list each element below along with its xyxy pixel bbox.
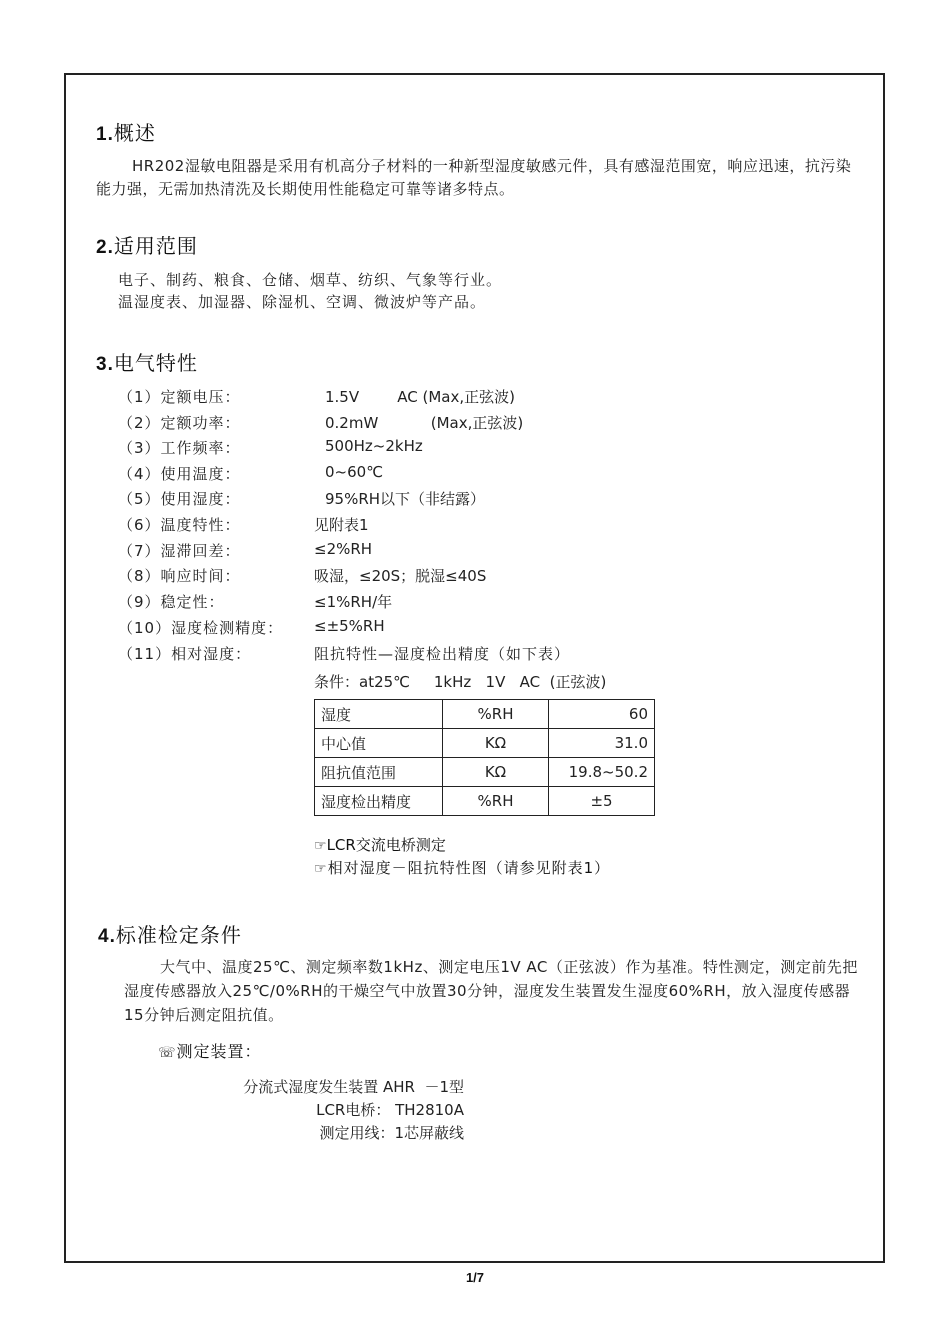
table-cell: ±5 bbox=[549, 787, 655, 816]
section-1-number: 1. bbox=[96, 124, 114, 145]
section-4-title: 标准检定条件 bbox=[115, 923, 242, 947]
spec-label: （10）湿度检测精度： bbox=[118, 619, 284, 637]
spec-value: 500Hz~2kHz bbox=[325, 437, 423, 455]
table-cell: %RH bbox=[443, 787, 549, 816]
section-1-paragraph: HR202湿敏电阻器是采用有机高分子材料的一种新型湿度敏感元件，具有感湿范围宽，响应迅速，抗污染能力强，无需加热清洗及长期使用性能稳定可靠等诸多特点。 bbox=[96, 157, 852, 198]
table-row bbox=[315, 758, 655, 787]
table-row bbox=[315, 787, 655, 816]
table-cell: 60 bbox=[549, 700, 655, 729]
table-cell: 31.0 bbox=[549, 729, 655, 758]
device-title: 测定装置： bbox=[176, 1042, 262, 1061]
table-cell: 19.8~50.2 bbox=[549, 758, 655, 787]
table-cell: 湿度检出精度 bbox=[315, 787, 443, 816]
table-row bbox=[315, 729, 655, 758]
device-generator: 分流式湿度发生装置 AHR －1型 bbox=[243, 1078, 464, 1096]
spec-label: （5）使用湿度： bbox=[118, 490, 241, 508]
spec-label: （4）使用温度： bbox=[118, 465, 241, 483]
section-3-title: 电气特性 bbox=[113, 351, 198, 375]
spec-value: 1.5V AC (Max,正弦波) bbox=[325, 388, 515, 406]
spec-label: （9）稳定性： bbox=[118, 593, 225, 611]
section-2-heading bbox=[96, 230, 198, 259]
spec-value: 95%RH以下（非结露） bbox=[325, 490, 486, 508]
spec-value: 0.2mW (Max,正弦波) bbox=[325, 414, 524, 432]
section-2-title: 适用范围 bbox=[113, 234, 198, 258]
note-lcr-text: LCR交流电桥测定 bbox=[326, 836, 446, 854]
section-1-title: 概述 bbox=[113, 121, 156, 145]
spec-label: （7）湿滞回差： bbox=[118, 542, 241, 560]
device-cable: 测定用线：1芯屏蔽线 bbox=[319, 1124, 464, 1142]
section-3-number: 3. bbox=[96, 354, 114, 375]
table-row bbox=[315, 700, 655, 729]
test-condition: 条件：at25℃ 1kHz 1V AC (正弦波) bbox=[314, 673, 607, 691]
spec-label: （1）定额电压： bbox=[118, 388, 241, 406]
section-4-heading bbox=[98, 919, 242, 948]
spec-label: （11）相对湿度： bbox=[118, 645, 252, 663]
section-2-number: 2. bbox=[96, 237, 114, 258]
device-heading bbox=[158, 1039, 262, 1062]
section-1-heading bbox=[96, 117, 156, 146]
section-2-line-2: 温湿度表、加湿器、除湿机、空调、微波炉等产品。 bbox=[118, 293, 487, 311]
section-3-heading bbox=[96, 347, 198, 376]
spec-value: ≤1%RH/年 bbox=[314, 593, 393, 611]
table-cell: 阻抗值范围 bbox=[315, 758, 443, 787]
spec-label: （6）温度特性： bbox=[118, 516, 241, 534]
note-lcr bbox=[314, 834, 446, 855]
spec-label: （3）工作频率： bbox=[118, 439, 241, 457]
spec-label: （8）响应时间： bbox=[118, 567, 241, 585]
impedance-table bbox=[314, 699, 655, 816]
spec-value: 吸湿，≤20S；脱湿≤40S bbox=[314, 567, 487, 585]
spec-label: （2）定额功率： bbox=[118, 414, 241, 432]
table-cell: 中心值 bbox=[315, 729, 443, 758]
table-cell: KΩ bbox=[443, 758, 549, 787]
telephone-icon: ☏ bbox=[158, 1045, 177, 1061]
table-cell: 湿度 bbox=[315, 700, 443, 729]
spec-value: 0~60℃ bbox=[325, 463, 384, 481]
section-4-number: 4. bbox=[98, 926, 116, 947]
note-chart bbox=[314, 857, 610, 878]
section-2-line-1: 电子、制药、粮食、仓储、烟草、纺织、气象等行业。 bbox=[118, 271, 503, 289]
spec-value: ≤±5%RH bbox=[314, 617, 385, 635]
table-cell: %RH bbox=[443, 700, 549, 729]
spec-value: 见附表1 bbox=[314, 516, 369, 534]
section-4-paragraph: 大气中、温度25℃、测定频率数1kHz、测定电压1V AC（正弦波）作为基准。特性测定，测定前先把湿度传感器放入25℃/0%RH的干燥空气中放置30分钟，湿度发生装置发生湿度60%RH，放入湿度传感器15分钟后测定阻抗值。 bbox=[124, 958, 858, 1024]
page-number: 1/7 bbox=[465, 1270, 485, 1285]
pointing-hand-icon: ☞ bbox=[314, 861, 328, 877]
table-cell: KΩ bbox=[443, 729, 549, 758]
spec-value: 阻抗特性—湿度检出精度（如下表） bbox=[314, 645, 571, 663]
note-chart-text: 相对湿度－阻抗特性图（请参见附表1） bbox=[327, 859, 611, 877]
pointing-hand-icon: ☞ bbox=[314, 838, 327, 854]
device-lcr-bridge: LCR电桥： TH2810A bbox=[316, 1101, 464, 1119]
spec-value: ≤2%RH bbox=[314, 540, 373, 558]
